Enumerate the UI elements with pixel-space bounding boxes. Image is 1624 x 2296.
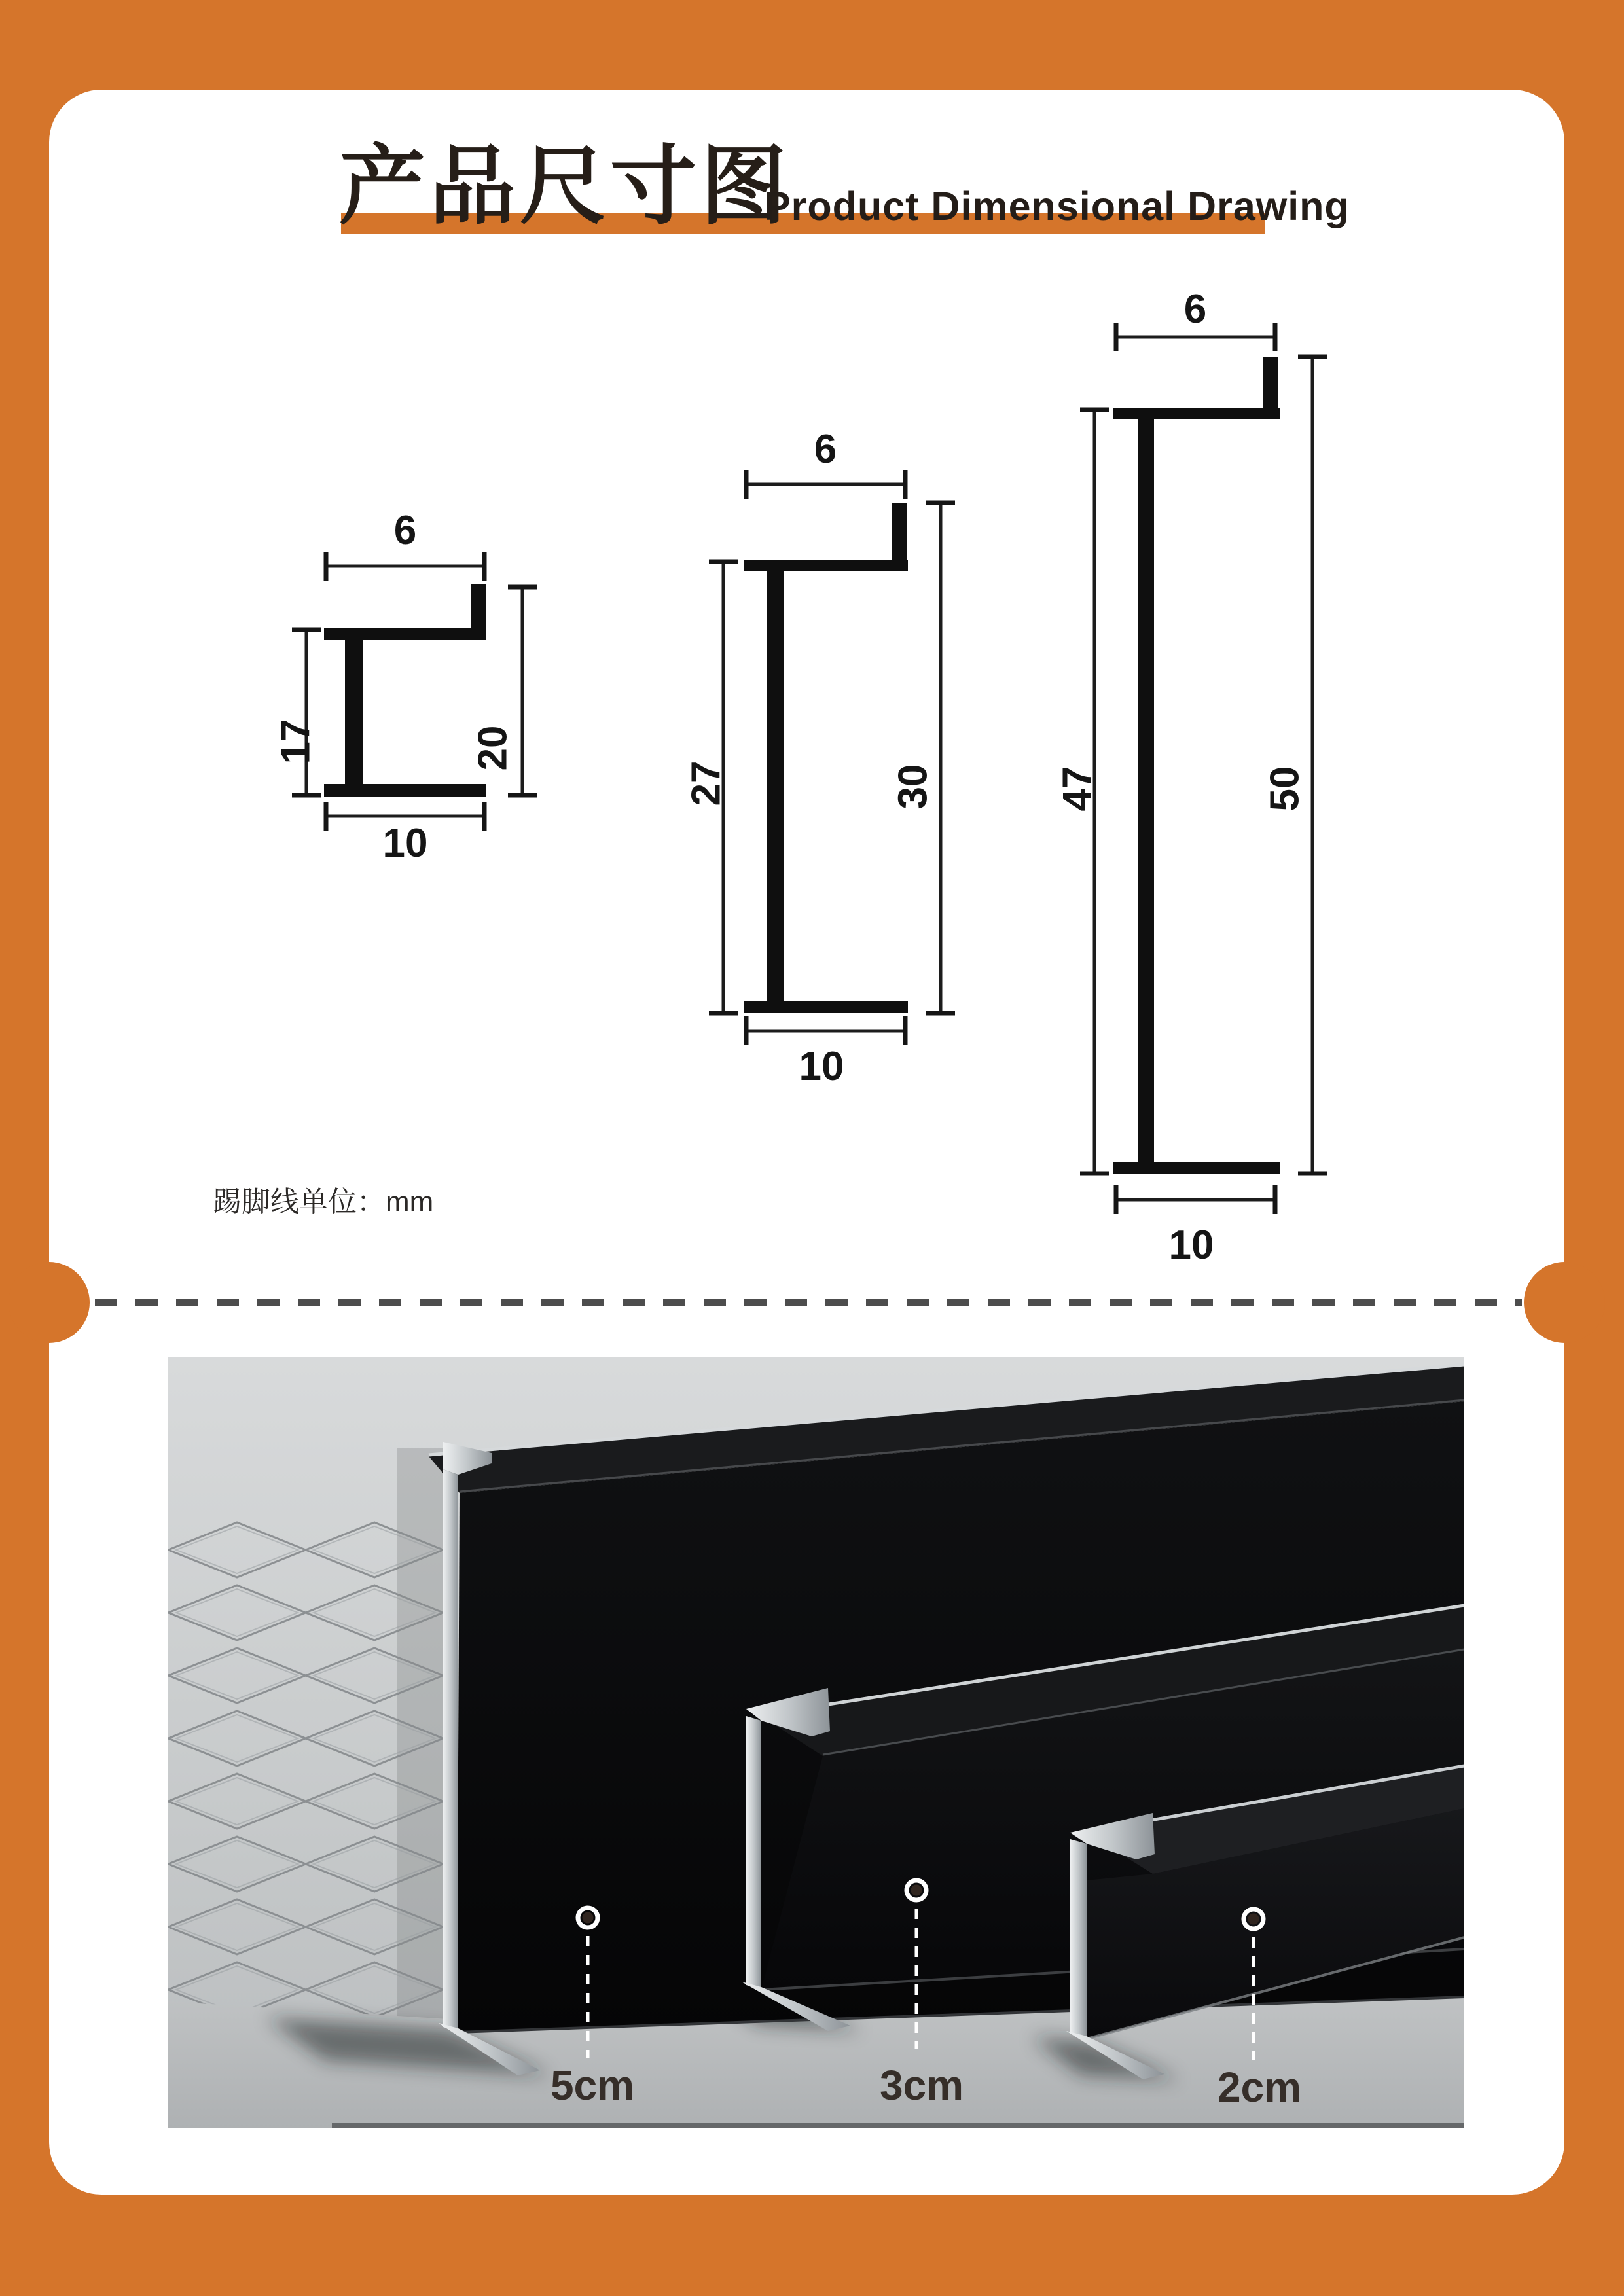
dim-top-width: 6 xyxy=(814,427,837,472)
drawing-profile-20mm xyxy=(274,508,537,866)
profile-web xyxy=(1138,408,1154,1162)
dim-total-height: 50 xyxy=(1262,766,1308,812)
dim-top-width: 6 xyxy=(1183,287,1207,332)
dim-top-width: 6 xyxy=(393,508,417,553)
unit-note: 踢脚线单位：mm xyxy=(213,1186,434,1218)
size-label: 2cm xyxy=(1217,2064,1302,2111)
size-label: 3cm xyxy=(879,2062,964,2109)
page-title: 产品尺寸图 xyxy=(339,138,791,234)
marker-dot-icon xyxy=(1248,1914,1259,1925)
content-card xyxy=(49,90,1564,2195)
dashed-divider xyxy=(95,1299,1522,1306)
marker-dot-icon xyxy=(911,1885,922,1896)
dim-bottom-width: 10 xyxy=(799,1044,844,1089)
drawing-profile-50mm xyxy=(1055,287,1327,1268)
profile-web xyxy=(767,560,784,1001)
dimension-drawings xyxy=(49,90,1564,1274)
dim-total-height: 30 xyxy=(890,764,936,810)
page-subtitle: Product Dimensional Drawing xyxy=(764,184,1350,228)
dim-inner-height: 17 xyxy=(273,719,319,764)
dim-inner-height: 47 xyxy=(1055,766,1100,812)
profile-bottom-flange xyxy=(324,784,486,797)
dim-inner-height: 27 xyxy=(683,761,729,806)
drawing-profile-30mm xyxy=(684,427,956,1089)
profile-bottom-flange xyxy=(744,1001,908,1013)
wall-diamond-pattern xyxy=(168,1518,448,2019)
board-end-edge xyxy=(1070,1839,1087,2039)
size-label: 5cm xyxy=(550,2062,635,2109)
photo-bottom-edge xyxy=(332,2123,1464,2128)
dim-bottom-width: 10 xyxy=(1168,1223,1214,1268)
profile-web xyxy=(345,628,363,784)
dim-bottom-width: 10 xyxy=(382,821,428,866)
board-end-edge xyxy=(443,1469,458,2032)
product-photo xyxy=(168,1357,1464,2128)
divider-notch-left xyxy=(9,1262,90,1343)
dim-total-height: 20 xyxy=(470,725,516,771)
divider-notch-right xyxy=(1524,1262,1605,1343)
marker-dot-icon xyxy=(583,1912,594,1924)
profile-bottom-flange xyxy=(1113,1162,1280,1174)
board-end-edge xyxy=(746,1716,761,1990)
